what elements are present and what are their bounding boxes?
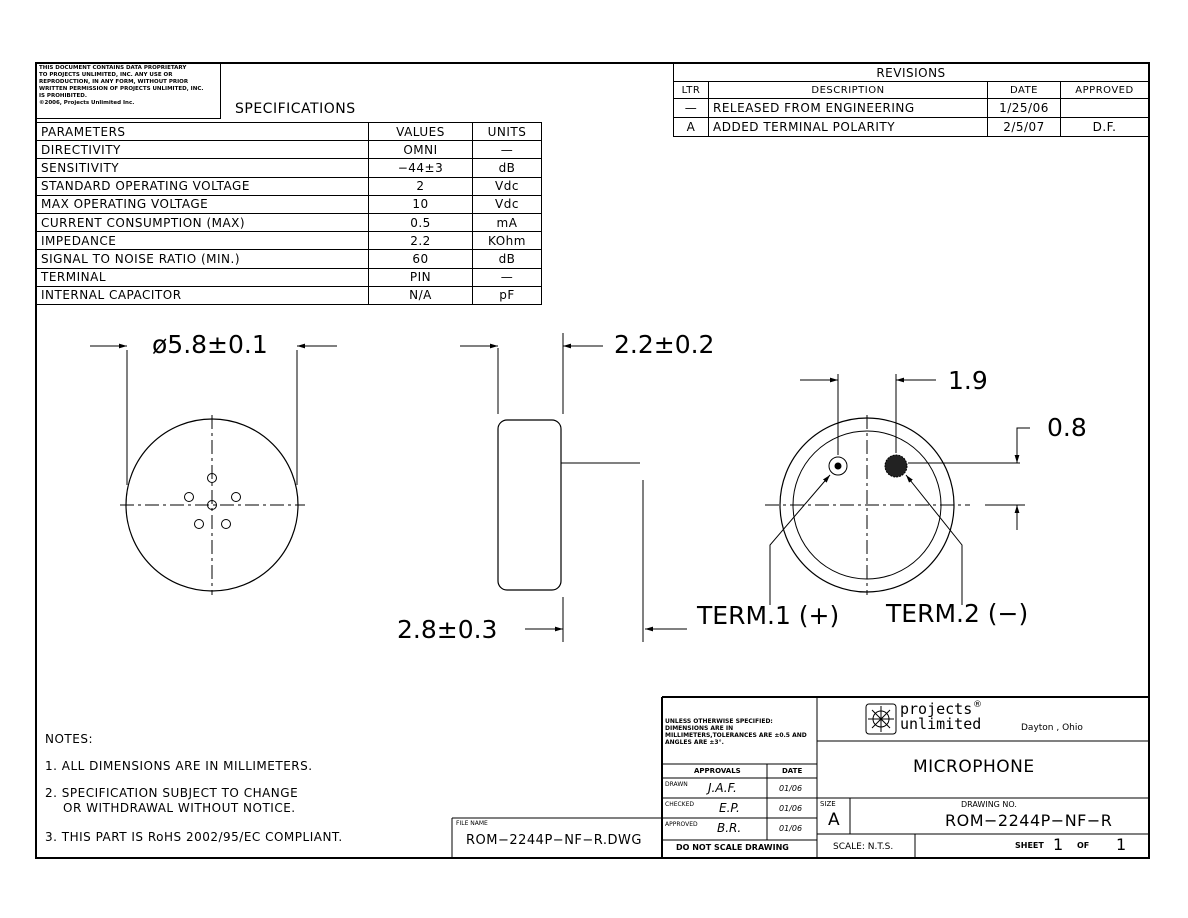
file-name-label: FILE NAME [456,820,488,827]
approved-date: 01/06 [779,824,803,833]
diameter-dimension: ø5.8±0.1 [152,330,268,359]
part-title: MICROPHONE [913,757,1035,777]
spec-unit: — [473,268,542,286]
spec-value: 2 [369,177,473,195]
height-dimension: 2.2±0.2 [614,330,715,359]
spec-header: UNITS [473,123,542,141]
notice-line: TO PROJECTS UNLIMITED, INC. ANY USE OR [39,72,173,78]
do-not-scale-note: DO NOT SCALE DRAWING [676,843,789,852]
terminal-1-label: TERM.1 (+) [697,601,840,630]
sheets-total: 1 [1116,835,1127,854]
pin-diameter-dimension: 0.8 [1047,413,1087,442]
company-logo-icon [866,704,896,734]
of-label: OF [1077,841,1090,850]
file-name: ROM−2244P−NF−R.DWG [466,833,642,848]
approved-label: APPROVED [665,821,698,828]
leader-line [770,475,830,605]
note-item: OR WITHDRAWAL WITHOUT NOTICE. [63,801,296,815]
drawn-date: 01/06 [779,784,803,793]
rev-desc: ADDED TERMINAL POLARITY [709,118,988,137]
spec-param: STANDARD OPERATING VOLTAGE [37,177,369,195]
spec-value: 0.5 [369,213,473,231]
spec-value: −44±3 [369,159,473,177]
dimension-arrow [1017,428,1030,463]
rev-header: DATE [988,82,1061,99]
rev-header: APPROVED [1061,82,1149,99]
checked-date: 01/06 [779,804,803,813]
note-item: 1. ALL DIMENSIONS ARE IN MILLIMETERS. [45,759,313,773]
spec-value: 10 [369,195,473,213]
spec-header: PARAMETERS [37,123,369,141]
specifications-title: SPECIFICATIONS [235,101,356,117]
notice-line: WRITTEN PERMISSION OF PROJECTS UNLIMITED, INC. [39,86,204,92]
spec-value: OMNI [369,141,473,159]
spec-unit: — [473,141,542,159]
checked-label: CHECKED [665,801,695,808]
tolerance-line: UNLESS OTHERWISE SPECIFIED: [665,718,773,725]
notice-line: THIS DOCUMENT CONTAINS DATA PROPRIETARY [39,65,187,71]
drawn-label: DRAWN [665,781,688,788]
checked-by: E.P. [719,801,740,815]
date-label: DATE [782,767,803,775]
rev-date: 1/25/06 [988,99,1061,118]
size-label: SIZE [820,800,836,808]
spec-unit: KOhm [473,232,542,250]
rev-desc: RELEASED FROM ENGINEERING [709,99,988,118]
spec-unit: Vdc [473,177,542,195]
spec-value: N/A [369,286,473,304]
spec-unit: Vdc [473,195,542,213]
note-item: 2. SPECIFICATION SUBJECT TO CHANGE [45,786,299,800]
sheet-label: SHEET [1015,841,1044,850]
tolerance-line: DIMENSIONS ARE IN [665,725,734,732]
terminal-2-pin [885,455,907,477]
drawing-number: ROM−2244P−NF−R [945,811,1113,830]
spec-value: 2.2 [369,232,473,250]
spec-value: PIN [369,268,473,286]
registered-mark: ® [973,700,982,710]
company-location: Dayton , Ohio [1021,723,1083,733]
approvals-label: APPROVALS [694,767,741,775]
rev-date: 2/5/07 [988,118,1061,137]
notice-line: REPRODUCTION, IN ANY FORM, WITHOUT PRIOR [39,79,189,85]
spec-unit: dB [473,250,542,268]
side-view-body [498,420,561,590]
rev-header: LTR [674,82,709,99]
company-name: unlimited [900,715,982,733]
notice-line: ©2006, Projects Unlimited Inc. [39,100,135,106]
spec-unit: pF [473,286,542,304]
tolerance-line: ANGLES ARE ±3°. [665,739,724,746]
rev-header: DESCRIPTION [709,82,988,99]
spec-unit: mA [473,213,542,231]
spec-param: TERMINAL [37,268,369,286]
spec-param: INTERNAL CAPACITOR [37,286,369,304]
drawing-no-label: DRAWING NO. [961,800,1017,809]
spec-param: DIRECTIVITY [37,141,369,159]
notes-title: NOTES: [45,732,93,746]
scale: SCALE: N.T.S. [833,842,894,852]
sound-hole [195,520,204,529]
rev-approved: D.F. [1061,118,1149,137]
spec-header: VALUES [369,123,473,141]
tolerance-note [665,718,807,746]
spec-param: IMPEDANCE [37,232,369,250]
note-item: 3. THIS PART IS RoHS 2002/95/EC COMPLIANT. [45,830,343,844]
pin-spacing-dimension: 1.9 [948,366,988,395]
rev-ltr: — [674,99,709,118]
terminal-2-label: TERM.2 (−) [886,599,1029,628]
spec-value: 60 [369,250,473,268]
revisions-title: REVISIONS [674,64,1149,82]
approved-by: B.R. [717,821,742,835]
tolerance-line: MILLIMETERS,TOLERANCES ARE ±0.5 AND [665,732,807,739]
spec-param: CURRENT CONSUMPTION (MAX) [37,213,369,231]
spec-param: SENSITIVITY [37,159,369,177]
drawn-by: J.A.F. [708,781,737,795]
spec-param: MAX OPERATING VOLTAGE [37,195,369,213]
sound-hole [232,493,241,502]
company-name: projects [900,700,973,718]
sound-hole [185,493,194,502]
sound-hole [222,520,231,529]
sheet-number: 1 [1053,835,1064,854]
spec-unit: dB [473,159,542,177]
size-value: A [828,810,840,830]
notice-line: IS PROHIBITED. [39,93,87,99]
spec-param: SIGNAL TO NOISE RATIO (MIN.) [37,250,369,268]
rev-ltr: A [674,118,709,137]
width-dimension: 2.8±0.3 [397,615,498,644]
